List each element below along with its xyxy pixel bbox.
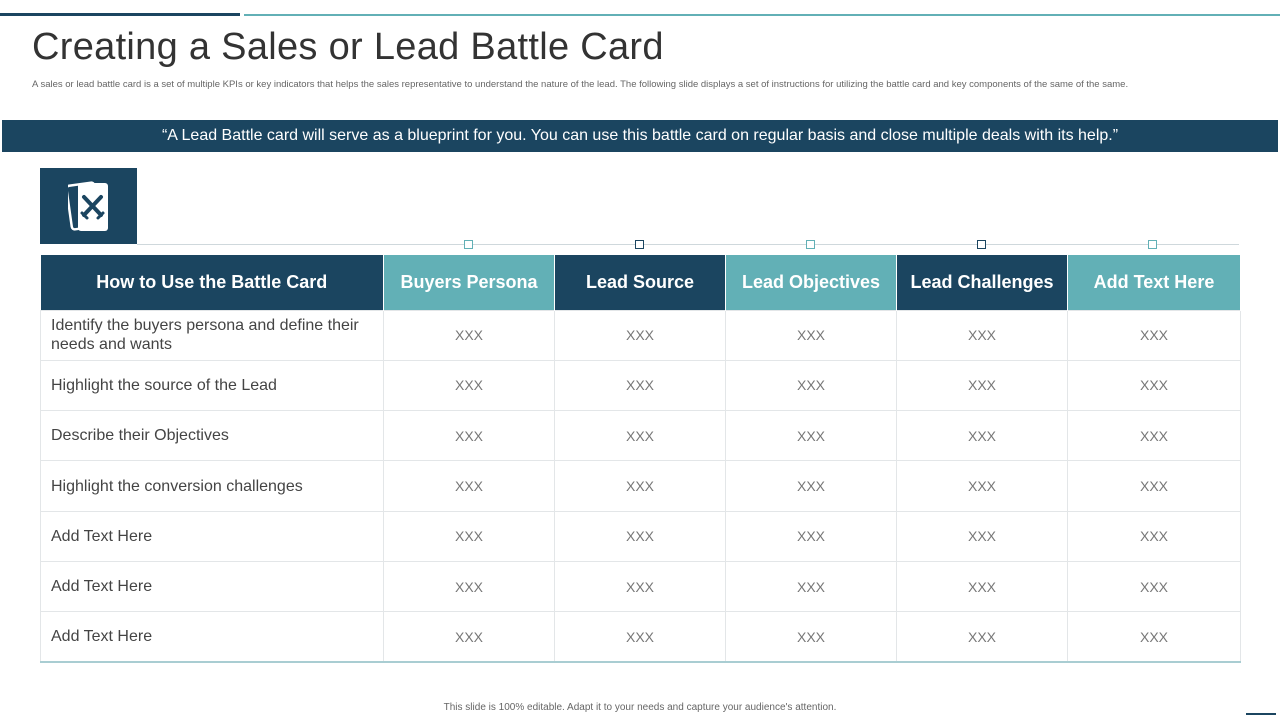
table-cell: XXX [555, 561, 726, 611]
row-label: Highlight the source of the Lead [41, 360, 384, 410]
table-cell: XXX [897, 511, 1068, 561]
header-how-to-use: How to Use the Battle Card [41, 255, 384, 310]
table-row [41, 461, 1241, 511]
table-cell: XXX [1068, 511, 1241, 561]
table-cell: XXX [1068, 561, 1241, 611]
column-marker-lead-source [635, 240, 644, 249]
table-cell: XXX [384, 310, 555, 360]
header-add-text: Add Text Here [1068, 255, 1241, 310]
top-accent-bar-teal [244, 14, 1280, 16]
row-label: Describe their Objectives [41, 411, 384, 461]
row-label: Identify the buyers persona and define their needs and wants [41, 310, 384, 360]
table-cell: XXX [726, 561, 897, 611]
table-cell: XXX [1068, 310, 1241, 360]
column-marker-lead-objectives [806, 240, 815, 249]
table-cell: XXX [1068, 360, 1241, 410]
row-label: Highlight the conversion challenges [41, 461, 384, 511]
table-row [41, 561, 1241, 611]
table-cell: XXX [384, 461, 555, 511]
quote-banner: “A Lead Battle card will serve as a blueprint for you. You can use this battle card on regular basis and close multiple deals with its help.” [2, 120, 1278, 152]
table-row [41, 612, 1241, 662]
slide-title: Creating a Sales or Lead Battle Card [32, 26, 664, 68]
column-marker-add-text [1148, 240, 1157, 249]
row-label: Add Text Here [41, 511, 384, 561]
table-cell: XXX [555, 310, 726, 360]
header-buyers-persona: Buyers Persona [384, 255, 555, 310]
table-cell: XXX [555, 360, 726, 410]
table-cell: XXX [897, 561, 1068, 611]
battle-card-icon [68, 180, 110, 234]
footer-accent-line [1246, 713, 1276, 715]
table-cell: XXX [384, 360, 555, 410]
table-cell: XXX [384, 511, 555, 561]
table-cell: XXX [555, 511, 726, 561]
table-cell: XXX [897, 360, 1068, 410]
table-header-row [41, 255, 1241, 310]
battle-card-icon-box [40, 168, 137, 244]
table-cell: XXX [555, 461, 726, 511]
table-cell: XXX [1068, 612, 1241, 662]
table-row [41, 310, 1241, 360]
row-label: Add Text Here [41, 612, 384, 662]
table-cell: XXX [1068, 411, 1241, 461]
table-row [41, 360, 1241, 410]
table-cell: XXX [726, 511, 897, 561]
table-cell: XXX [555, 612, 726, 662]
column-marker-lead-challenges [977, 240, 986, 249]
footer-note: This slide is 100% editable. Adapt it to your needs and capture your audience's attention. [443, 702, 837, 713]
row-label: Add Text Here [41, 561, 384, 611]
table-cell: XXX [726, 360, 897, 410]
table-cell: XXX [384, 561, 555, 611]
table-cell: XXX [726, 461, 897, 511]
table-cell: XXX [384, 612, 555, 662]
table-cell: XXX [1068, 461, 1241, 511]
table-cell: XXX [726, 310, 897, 360]
column-marker-buyers-persona [464, 240, 473, 249]
table-cell: XXX [726, 411, 897, 461]
table-cell: XXX [384, 411, 555, 461]
table-cell: XXX [897, 612, 1068, 662]
table-cell: XXX [897, 310, 1068, 360]
table-cell: XXX [726, 612, 897, 662]
table-cell: XXX [897, 411, 1068, 461]
header-lead-objectives: Lead Objectives [726, 255, 897, 310]
slide-subtitle: A sales or lead battle card is a set of multiple KPIs or key indicators that helps the sales representative to understand the nature of the lead. The following slide displays a set of instructions for utilizing the battle card and key components of the same of the same. [32, 79, 1129, 90]
header-lead-challenges: Lead Challenges [897, 255, 1068, 310]
table-cell: XXX [555, 411, 726, 461]
header-lead-source: Lead Source [555, 255, 726, 310]
table-row [41, 411, 1241, 461]
connector-line [137, 244, 1239, 245]
battle-card-table [40, 255, 1241, 663]
table-row [41, 511, 1241, 561]
top-accent-bar-dark [0, 13, 240, 16]
table-cell: XXX [897, 461, 1068, 511]
